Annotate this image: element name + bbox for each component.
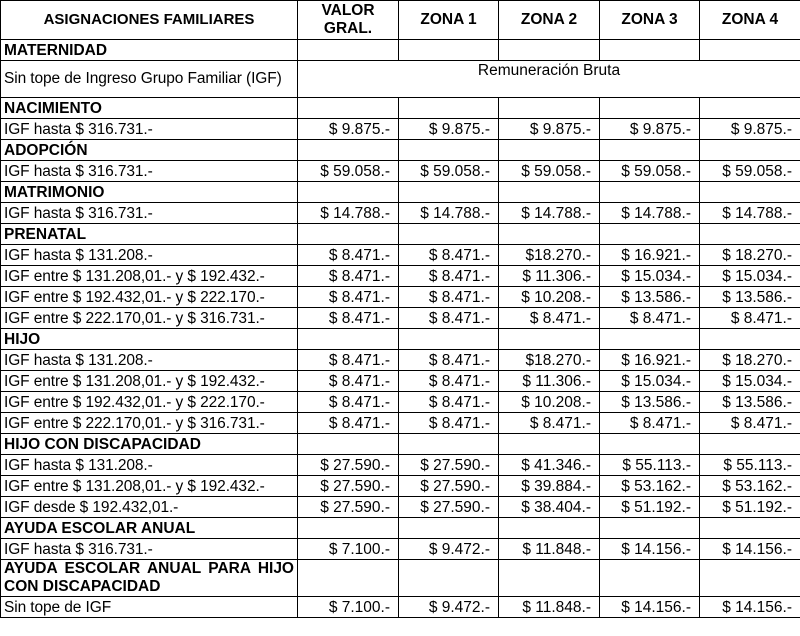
- amount-cell: $ 8.471.-: [399, 371, 499, 392]
- empty-cell: [298, 329, 399, 350]
- amount-cell: $ 14.788.-: [600, 203, 700, 224]
- empty-cell: [399, 434, 499, 455]
- section-title: HIJO CON DISCAPACIDAD: [1, 434, 298, 455]
- empty-cell: [298, 560, 399, 597]
- amount-cell: $ 15.034.-: [600, 371, 700, 392]
- empty-cell: [600, 140, 700, 161]
- header-valor-general: VALOR GRAL.: [298, 1, 399, 40]
- amount-cell: $ 27.590.-: [399, 455, 499, 476]
- amount-cell: $ 27.590.-: [298, 455, 399, 476]
- amount-cell: $ 53.162.-: [600, 476, 700, 497]
- amount-cell: $ 9.875.-: [600, 119, 700, 140]
- table-row: [1, 161, 800, 182]
- row-label: IGF entre $ 192.432,01.- y $ 222.170.-: [1, 287, 298, 308]
- empty-cell: [600, 329, 700, 350]
- amount-cell: $ 27.590.-: [298, 476, 399, 497]
- amount-cell: $ 13.586.-: [700, 392, 800, 413]
- empty-cell: [298, 224, 399, 245]
- amount-cell: $ 13.586.-: [700, 287, 800, 308]
- amount-cell: $ 8.471.-: [399, 266, 499, 287]
- empty-cell: [399, 329, 499, 350]
- empty-cell: [499, 40, 600, 61]
- empty-cell: [600, 434, 700, 455]
- amount-cell: $ 8.471.-: [399, 350, 499, 371]
- amount-cell: $ 11.306.-: [499, 371, 600, 392]
- row-label: IGF hasta $ 131.208.-: [1, 455, 298, 476]
- amount-cell: $ 38.404.-: [499, 497, 600, 518]
- empty-cell: [499, 98, 600, 119]
- section-title: NACIMIENTO: [1, 98, 298, 119]
- amount-cell: $ 8.471.-: [298, 350, 399, 371]
- empty-cell: [499, 434, 600, 455]
- amount-cell: $ 9.875.-: [399, 119, 499, 140]
- section-row: [1, 329, 800, 350]
- empty-cell: [700, 224, 800, 245]
- empty-cell: [298, 140, 399, 161]
- row-label: Sin tope de Ingreso Grupo Familiar (IGF): [1, 61, 298, 98]
- amount-cell: $ 7.100.-: [298, 539, 399, 560]
- header-zona-2: ZONA 2: [499, 1, 600, 40]
- amount-cell: $ 8.471.-: [298, 371, 399, 392]
- amount-cell: $ 8.471.-: [298, 413, 399, 434]
- header-zona-4: ZONA 4: [700, 1, 800, 40]
- section-title: PRENATAL: [1, 224, 298, 245]
- empty-cell: [700, 140, 800, 161]
- amount-cell: $18.270.-: [499, 245, 600, 266]
- table-row: [1, 350, 800, 371]
- empty-cell: [499, 560, 600, 597]
- amount-cell: $ 59.058.-: [298, 161, 399, 182]
- amount-cell: $ 41.346.-: [499, 455, 600, 476]
- amount-cell: $ 8.471.-: [499, 413, 600, 434]
- amount-cell: $ 8.471.-: [700, 413, 800, 434]
- row-label: IGF entre $ 131.208,01.- y $ 192.432.-: [1, 476, 298, 497]
- note-row: [1, 61, 800, 98]
- amount-cell: $ 8.471.-: [399, 308, 499, 329]
- amount-cell: $ 8.471.-: [399, 287, 499, 308]
- table-row: [1, 392, 800, 413]
- header-row: [1, 1, 800, 40]
- amount-cell: $ 10.208.-: [499, 392, 600, 413]
- amount-cell: $ 14.156.-: [700, 597, 800, 618]
- amount-cell: $ 8.471.-: [298, 392, 399, 413]
- row-label: IGF entre $ 192.432,01.- y $ 222.170.-: [1, 392, 298, 413]
- table-row: [1, 539, 800, 560]
- section-row: [1, 182, 800, 203]
- empty-cell: [700, 434, 800, 455]
- amount-cell: $ 11.848.-: [499, 597, 600, 618]
- section-row: [1, 560, 800, 597]
- amount-cell: $ 27.590.-: [298, 497, 399, 518]
- empty-cell: [600, 40, 700, 61]
- amount-cell: $ 9.472.-: [399, 539, 499, 560]
- amount-cell: $ 27.590.-: [399, 476, 499, 497]
- header-zona-3: ZONA 3: [600, 1, 700, 40]
- empty-cell: [600, 182, 700, 203]
- section-row: [1, 434, 800, 455]
- amount-cell: $ 11.306.-: [499, 266, 600, 287]
- empty-cell: [700, 40, 800, 61]
- section-row: [1, 140, 800, 161]
- section-title: MATERNIDAD: [1, 40, 298, 61]
- amount-cell: $ 39.884.-: [499, 476, 600, 497]
- row-label: IGF desde $ 192.432,01.-: [1, 497, 298, 518]
- empty-cell: [600, 518, 700, 539]
- amount-cell: $ 14.788.-: [298, 203, 399, 224]
- amount-cell: $ 14.156.-: [700, 539, 800, 560]
- amount-cell: $ 8.471.-: [399, 392, 499, 413]
- amount-cell: $ 27.590.-: [399, 497, 499, 518]
- amount-cell: $ 13.586.-: [600, 287, 700, 308]
- section-title: MATRIMONIO: [1, 182, 298, 203]
- table-row: [1, 119, 800, 140]
- row-label: IGF entre $ 131.208,01.- y $ 192.432.-: [1, 371, 298, 392]
- header-zona-1: ZONA 1: [399, 1, 499, 40]
- amount-cell: $ 11.848.-: [499, 539, 600, 560]
- empty-cell: [298, 518, 399, 539]
- amount-cell: $ 16.921.-: [600, 350, 700, 371]
- empty-cell: [399, 224, 499, 245]
- amount-cell: $ 51.192.-: [700, 497, 800, 518]
- amount-cell: $ 8.471.-: [298, 266, 399, 287]
- note-cell: Remuneración Bruta: [298, 61, 800, 98]
- amount-cell: $ 55.113.-: [700, 455, 800, 476]
- section-title: AYUDA ESCOLAR ANUAL: [1, 518, 298, 539]
- amount-cell: $ 8.471.-: [298, 287, 399, 308]
- amount-cell: $ 15.034.-: [700, 266, 800, 287]
- amount-cell: $ 8.471.-: [499, 308, 600, 329]
- amount-cell: $ 8.471.-: [700, 308, 800, 329]
- empty-cell: [499, 140, 600, 161]
- section-row: [1, 224, 800, 245]
- empty-cell: [600, 560, 700, 597]
- amount-cell: $ 59.058.-: [600, 161, 700, 182]
- amount-cell: $ 55.113.-: [600, 455, 700, 476]
- empty-cell: [700, 329, 800, 350]
- empty-cell: [499, 224, 600, 245]
- empty-cell: [298, 434, 399, 455]
- amount-cell: $ 9.875.-: [700, 119, 800, 140]
- table-row: [1, 203, 800, 224]
- amount-cell: $ 9.875.-: [298, 119, 399, 140]
- section-title: ADOPCIÓN: [1, 140, 298, 161]
- empty-cell: [700, 560, 800, 597]
- row-label: IGF entre $ 222.170,01.- y $ 316.731.-: [1, 308, 298, 329]
- row-label: IGF hasta $ 131.208.-: [1, 245, 298, 266]
- row-label: IGF entre $ 131.208,01.- y $ 192.432.-: [1, 266, 298, 287]
- empty-cell: [399, 140, 499, 161]
- empty-cell: [298, 182, 399, 203]
- amount-cell: $ 13.586.-: [600, 392, 700, 413]
- empty-cell: [399, 560, 499, 597]
- amount-cell: $ 8.471.-: [298, 308, 399, 329]
- empty-cell: [700, 518, 800, 539]
- amount-cell: $ 16.921.-: [600, 245, 700, 266]
- empty-cell: [600, 224, 700, 245]
- empty-cell: [600, 98, 700, 119]
- amount-cell: $ 59.058.-: [399, 161, 499, 182]
- amount-cell: $ 59.058.-: [700, 161, 800, 182]
- table-row: [1, 371, 800, 392]
- table-row: [1, 308, 800, 329]
- empty-cell: [399, 98, 499, 119]
- amount-cell: $ 7.100.-: [298, 597, 399, 618]
- amount-cell: $ 14.788.-: [700, 203, 800, 224]
- section-row: [1, 98, 800, 119]
- row-label: IGF entre $ 222.170,01.- y $ 316.731.-: [1, 413, 298, 434]
- amount-cell: $ 53.162.-: [700, 476, 800, 497]
- amount-cell: $ 18.270.-: [700, 245, 800, 266]
- table-row: [1, 597, 800, 618]
- section-row: [1, 40, 800, 61]
- table-row: [1, 455, 800, 476]
- row-label: IGF hasta $ 316.731.-: [1, 539, 298, 560]
- row-label: IGF hasta $ 316.731.-: [1, 119, 298, 140]
- empty-cell: [499, 329, 600, 350]
- empty-cell: [298, 98, 399, 119]
- amount-cell: $ 15.034.-: [600, 266, 700, 287]
- empty-cell: [399, 518, 499, 539]
- row-label: IGF hasta $ 131.208.-: [1, 350, 298, 371]
- amount-cell: $ 51.192.-: [600, 497, 700, 518]
- amount-cell: $18.270.-: [499, 350, 600, 371]
- amount-cell: $ 9.875.-: [499, 119, 600, 140]
- empty-cell: [700, 98, 800, 119]
- amount-cell: $ 8.471.-: [399, 413, 499, 434]
- table-row: [1, 245, 800, 266]
- amount-cell: $ 59.058.-: [499, 161, 600, 182]
- amount-cell: $ 18.270.-: [700, 350, 800, 371]
- amount-cell: $ 14.788.-: [499, 203, 600, 224]
- amount-cell: $ 15.034.-: [700, 371, 800, 392]
- amount-cell: $ 9.472.-: [399, 597, 499, 618]
- amount-cell: $ 8.471.-: [600, 308, 700, 329]
- table-row: [1, 476, 800, 497]
- empty-cell: [499, 518, 600, 539]
- section-title: HIJO: [1, 329, 298, 350]
- table-row: [1, 413, 800, 434]
- row-label: IGF hasta $ 316.731.-: [1, 203, 298, 224]
- header-asignaciones: ASIGNACIONES FAMILIARES: [1, 1, 298, 40]
- amount-cell: $ 8.471.-: [399, 245, 499, 266]
- row-label: IGF hasta $ 316.731.-: [1, 161, 298, 182]
- table-row: [1, 287, 800, 308]
- empty-cell: [399, 182, 499, 203]
- section-title: AYUDA ESCOLAR ANUAL PARA HIJO CON DISCAPACIDAD: [1, 560, 298, 597]
- row-label: Sin tope de IGF: [1, 597, 298, 618]
- amount-cell: $ 14.156.-: [600, 597, 700, 618]
- table-body: [1, 40, 800, 618]
- amount-cell: $ 10.208.-: [499, 287, 600, 308]
- amount-cell: $ 14.788.-: [399, 203, 499, 224]
- empty-cell: [700, 182, 800, 203]
- table-row: [1, 266, 800, 287]
- empty-cell: [399, 40, 499, 61]
- amount-cell: $ 14.156.-: [600, 539, 700, 560]
- section-row: [1, 518, 800, 539]
- empty-cell: [298, 40, 399, 61]
- amount-cell: $ 8.471.-: [600, 413, 700, 434]
- amount-cell: $ 8.471.-: [298, 245, 399, 266]
- table-row: [1, 497, 800, 518]
- empty-cell: [499, 182, 600, 203]
